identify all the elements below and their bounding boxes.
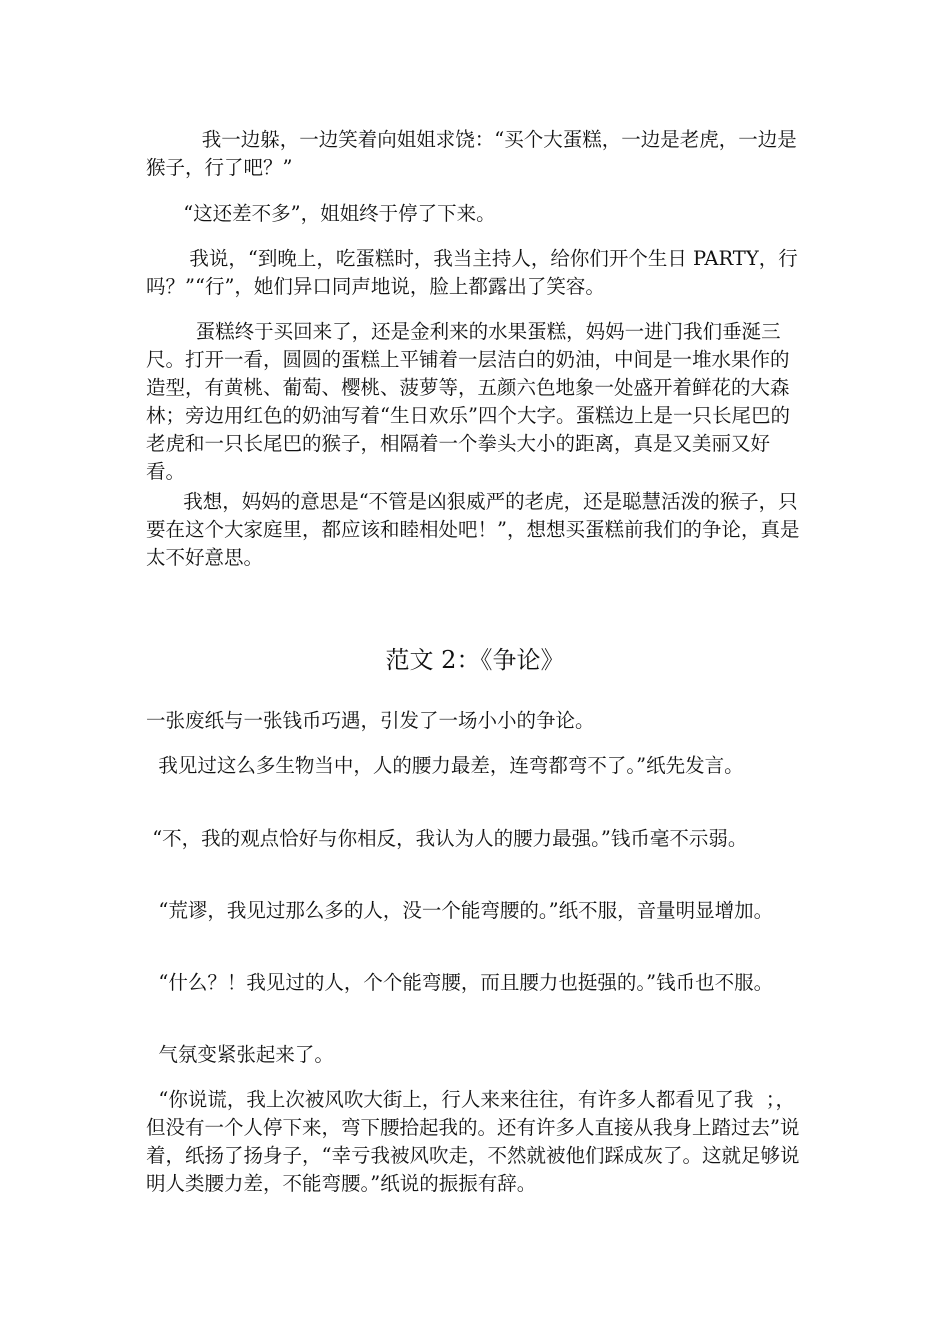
- paragraph-paper-speaks: 我见过这么多生物当中，人的腰力最差，连弯都弯不了。”纸先发言。: [146, 754, 744, 777]
- paragraph-sister-stops: “这还差不多”，姐姐终于停了下来。: [146, 202, 496, 225]
- paragraph-paper-objects: “荒谬，我见过那么多的人，没一个能弯腰的。”纸不服，音量明显增加。: [146, 899, 774, 922]
- paragraph-party: 我说，“到晚上，吃蛋糕时，我当主持人，给你们开个生日 PARTY，行吗？”“行”，她们异口同声地说，脸上都露出了笑容。: [146, 247, 798, 298]
- paragraph-paper-argument: “你说谎，我上次被风吹大街上，行人来来往往，有许多人都看见了我 ；，但没有一个人停下来，弯下腰拾起我的。还有许多人直接从我身上踏过去”说着，纸扬了扬身子，“幸亏我被风吹走，不然就被他们踩成灰了。这就足够说明人类腰力差，不能弯腰。”纸说的振振有辞。: [146, 1088, 800, 1195]
- paragraph-encounter: 一张废纸与一张钱币巧遇，引发了一场小小的争论。: [146, 709, 595, 732]
- paragraph-mother-meaning: 我想，妈妈的意思是“不管是凶狠威严的老虎，还是聪慧活泼的猴子，只要在这个大家庭里，都应该和睦相处吧！”，想想买蛋糕前我们的争论，真是太不好意思。: [146, 490, 800, 569]
- essay-title: 范文 2：《争论》: [385, 646, 565, 674]
- paragraph-cake-description: 蛋糕终于买回来了，还是金利来的水果蛋糕，妈妈一进门我们垂涎三尺。打开一看，圆圆的蛋糕上平铺着一层洁白的奶油，中间是一堆水果作的造型，有黄桃、葡萄、樱桃、菠萝等，五颜六色地象一处盛开着鲜花的大森林；旁边用红色的奶油写着“生日欢乐”四个大字。蛋糕边上是一只长尾巴的老虎和一只长尾巴的猴子，相隔着一个拳头大小的距离，真是又美丽又好看。: [146, 320, 790, 483]
- paragraph-tension: 气氛变紧张起来了。: [146, 1043, 334, 1066]
- paragraph-coin-objects: “什么？！我见过的人，个个能弯腰，而且腰力也挺强的。”钱币也不服。: [146, 971, 774, 994]
- paragraph-plea: 我一边躲，一边笑着向姐姐求饶：“买个大蛋糕，一边是老虎，一边是猴子，行了吧？”: [146, 128, 797, 179]
- paragraph-coin-replies: “不，我的观点恰好与你相反，我认为人的腰力最强。”钱币毫不示弱。: [146, 827, 748, 850]
